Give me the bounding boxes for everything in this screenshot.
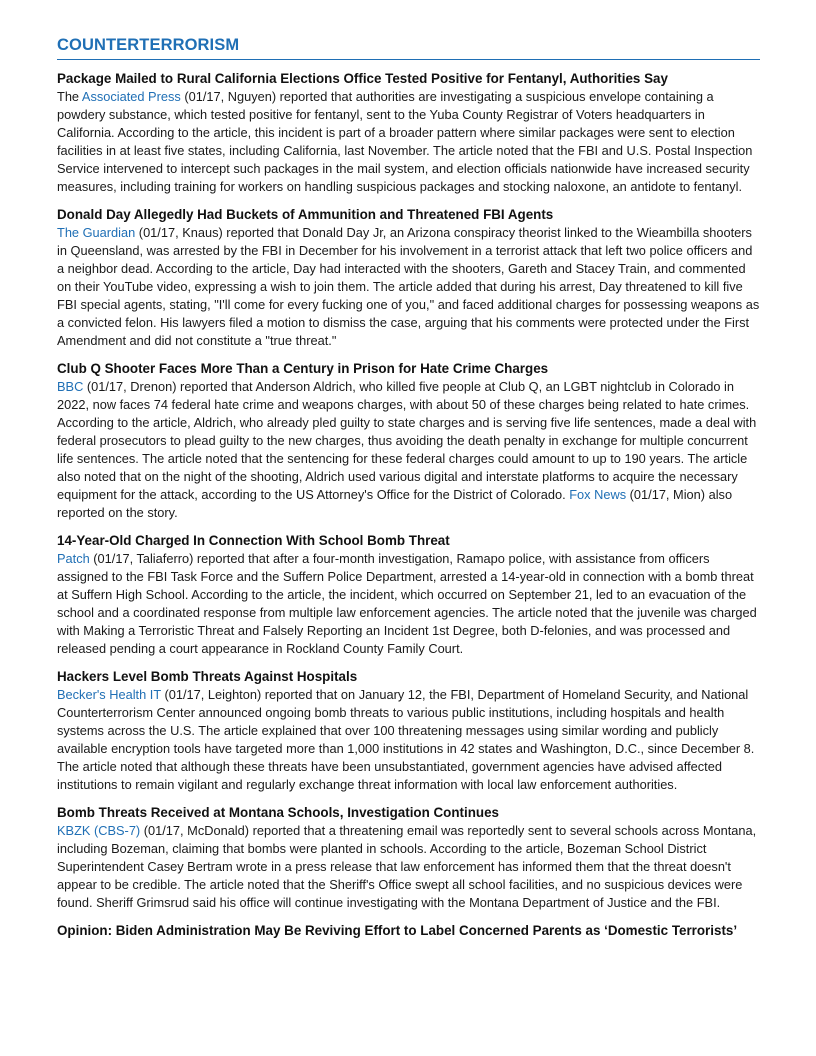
article [57,668,760,794]
article-headline: Hackers Level Bomb Threats Against Hospitals [57,669,358,684]
article-body [57,550,760,658]
article-headline: Opinion: Biden Administration May Be Reviving Effort to Label Concerned Parents as ‘Domestic Terrorists’ [57,923,738,938]
article-headline: Bomb Threats Received at Montana Schools, Investigation Continues [57,805,499,820]
article-text: (01/17, Leighton) reported that on January 12, the FBI, Department of Homeland Security, and National Counterterrorism Center announced ongoing bomb threats to various public institutions, including hospitals and health systems across the U.S. The article explained that over 100 threatening messages using similar wording and publicly available encryption tools have targeted more than 1,000 institutions in 42 states and Washington, D.C., since December 8. The article noted that although these threats have been unsubstantiated, government agencies have advised affected institutions to remain vigilant and regularly exchange threat information with local law enforcement authorities. [57,687,755,792]
article [57,922,760,940]
source-link[interactable]: KBZK (CBS-7) [57,823,141,838]
source-link[interactable]: The Guardian [57,225,136,240]
article-text: (01/17, Nguyen) reported that authorities are investigating a suspicious envelope containing a powdery substance, which tested positive for fentanyl, sent to the Yuba County Registrar of Voters headquarters in California. According to the article, this incident is part of a broader pattern where similar packages were sent to election facilities in at least five states, including California, last November. The article noted that the FBI and U.S. Postal Inspection Service intervened to intercept such packages in the mail system, and election officials nationwide have increased security measures, including training for workers on handling suspicious packages and stocking naloxone, an antidote to fentanyl. [57,89,753,194]
source-link-secondary[interactable]: Fox News [569,487,627,502]
article [57,532,760,658]
article-text: (01/17, Knaus) reported that Donald Day Jr, an Arizona conspiracy theorist linked to the Wieambilla shooters in Queensland, was arrested by the FBI in December for his involvement in a terrorist attack that left two police officers and a neighbor dead. According to the article, Day had interacted with the shooters, Gareth and Stacey Train, and commented on their YouTube video, expressing a wish to join them. The article added that during his arrest, Day threatened to kill five FBI special agents, stating, "I'll come for every fucking one of you," and faced additional charges for possessing weapons as a convicted felon. His lawyers filed a motion to dismiss the case, arguing that his comments were protected under the First Amendment and did not constitute a "true threat." [57,225,760,348]
source-link[interactable]: BBC [57,379,84,394]
article-body [57,822,760,912]
source-link[interactable]: Patch [57,551,90,566]
article-headline: Donald Day Allegedly Had Buckets of Ammunition and Threatened FBI Agents [57,207,554,222]
article-body [57,378,760,522]
article-text: (01/17, Drenon) reported that Anderson Aldrich, who killed five people at Club Q, an LGBT nightclub in Colorado in 2022, now faces 74 federal hate crime and weapons charges, with about 50 of these charges being related to hate crimes. According to the article, Aldrich, who already pled guilty to state charges and is serving five life sentences, made a deal with federal prosecutors to plead guilty to the new charges, thus avoiding the death penalty in exchange for multiple concurrent life sentences. The article noted that the sentencing for these federal charges could amount to up to 190 years. The article also noted that on the night of the shooting, Aldrich used various digital and interstate platforms to acquire the necessary equipment for the attack, according to the US Attorney's Office for the District of Colorado. [57,379,757,502]
article-text-secondary: (01/17, Mion) also reported on the story. [57,487,733,520]
section-title: COUNTERTERRORISM [57,36,760,60]
article [57,360,760,522]
article-body [57,224,760,350]
document-page [57,36,760,940]
article-text: (01/17, McDonald) reported that a threatening email was reportedly sent to several schools across Montana, including Bozeman, claiming that bombs were planted in schools. According to the article, Bozeman School District Superintendent Casey Bertram wrote in a press release that law enforcement has informed them that the threat doesn't appear to be credible. The article noted that the Sheriff's Office swept all school facilities, and no suspicious devices were found. Sheriff Grimsrud said his office will continue investigating with the Montana Department of Justice and the FBI. [57,823,757,910]
article-headline: Package Mailed to Rural California Elections Office Tested Positive for Fentanyl, Authorities Say [57,71,668,86]
article [57,206,760,350]
source-link[interactable]: Becker's Health IT [57,687,161,702]
article [57,804,760,912]
article [57,70,760,196]
article-headline: 14-Year-Old Charged In Connection With School Bomb Threat [57,533,450,548]
article-text: (01/17, Taliaferro) reported that after a four-month investigation, Ramapo police, with assistance from officers assigned to the FBI Task Force and the Suffern Police Department, arrested a 14-year-old in connection with a bomb threat at Suffern High School. According to the article, the incident, which occurred on September 21, led to an evacuation of the school and a coordinated response from multiple law enforcement agencies. The article noted that the juvenile was charged with Making a Terroristic Threat and Falsely Reporting an Incident 1st Degree, both D-felonies, and was processed and released pending a court appearance in Rockland County Family Court. [57,551,757,656]
article-body [57,686,760,794]
article-headline: Club Q Shooter Faces More Than a Century in Prison for Hate Crime Charges [57,361,549,376]
article-lead: The [57,89,82,104]
article-body [57,88,760,196]
source-link[interactable]: Associated Press [81,89,181,104]
